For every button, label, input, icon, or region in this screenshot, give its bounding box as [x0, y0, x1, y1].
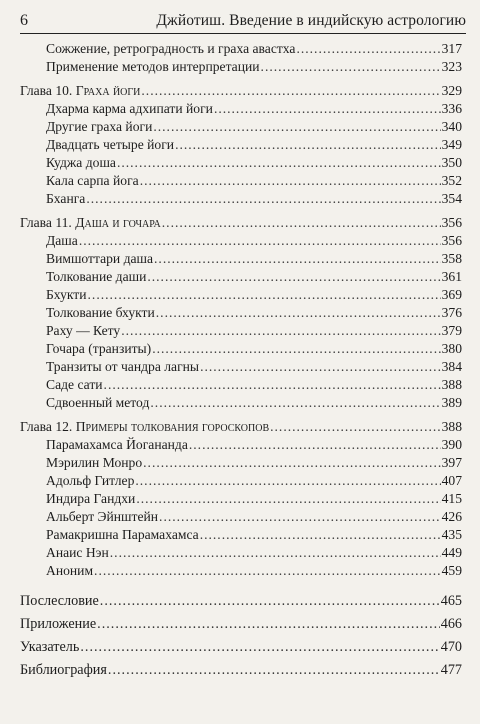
toc-backmatter-item: [0, 659, 480, 682]
dot-leader: [159, 508, 441, 526]
toc-item-label: Толкование бхукти: [46, 305, 155, 320]
toc-page-number: 407: [441, 473, 462, 488]
table-of-contents: [0, 40, 480, 682]
toc-item: [0, 304, 480, 322]
toc-item: [0, 322, 480, 340]
toc-item: [0, 250, 480, 268]
toc-chapter-heading: [0, 214, 480, 232]
toc-page-number: 477: [440, 662, 462, 678]
chapter-title: [20, 418, 269, 436]
toc-item-label: Транзиты от чандра лагны: [46, 359, 200, 374]
toc-page-number: 354: [441, 191, 462, 206]
toc-page-number: 466: [440, 616, 462, 632]
toc-item: [0, 472, 480, 490]
toc-page-number: 361: [441, 269, 462, 284]
toc-item-label: Раху — Кету: [46, 323, 121, 338]
toc-chapter-heading: [0, 418, 480, 436]
toc-item: [0, 358, 480, 376]
toc-page-number: 384: [441, 359, 462, 374]
dot-leader: [261, 58, 441, 76]
toc-chapter-11: [0, 214, 480, 412]
dot-leader: [117, 154, 441, 172]
toc-page-number: 470: [440, 639, 462, 655]
toc-page-number: 340: [441, 119, 462, 134]
dot-leader: [150, 394, 440, 412]
toc-page-number: 389: [441, 395, 462, 410]
toc-page-number: 449: [441, 545, 462, 560]
toc-item-label: Толкование даши: [46, 269, 147, 284]
toc-item-label: Вимшоттари даша: [46, 251, 154, 266]
toc-item-label: Послесловие: [20, 593, 99, 609]
toc-chapter-12: [0, 418, 480, 580]
toc-item-label: Куджа доша: [46, 155, 116, 170]
dot-leader: [136, 490, 440, 508]
toc-item-label: Приложение: [20, 616, 97, 632]
dot-leader: [79, 232, 441, 250]
toc-item-label: Указатель: [20, 639, 80, 655]
dot-leader: [100, 590, 440, 613]
dot-leader: [156, 304, 441, 322]
toc-page-number: 459: [441, 563, 462, 578]
toc-page-number: 349: [441, 137, 462, 152]
toc-page-number: 426: [441, 509, 462, 524]
toc-item-label: Саде сати: [46, 377, 103, 392]
toc-item-label: Двадцать четыре йоги: [46, 137, 175, 152]
dot-leader: [86, 190, 440, 208]
toc-item: [0, 40, 480, 58]
toc-page-number: 356: [441, 215, 462, 230]
chapter-prefix: Глава 10.: [20, 83, 73, 98]
toc-page-number: 352: [441, 173, 462, 188]
toc-page-number: 317: [441, 41, 462, 56]
chapter-prefix: Глава 12.: [20, 419, 73, 434]
dot-leader: [135, 472, 440, 490]
toc-backmatter-item: [0, 636, 480, 659]
toc-item-label: Рамакришна Парамахамса: [46, 527, 199, 542]
toc-item: [0, 190, 480, 208]
dot-leader: [110, 544, 441, 562]
toc-item: [0, 58, 480, 76]
toc-item: [0, 394, 480, 412]
toc-page-number: 369: [441, 287, 462, 302]
toc-page-number: 388: [441, 377, 462, 392]
toc-item-label: Индира Гандхи: [46, 491, 136, 506]
toc-item-label: Анаис Нэн: [46, 545, 109, 560]
toc-item: [0, 340, 480, 358]
toc-page-number: 390: [441, 437, 462, 452]
dot-leader: [143, 454, 440, 472]
chapter-name: Примеры толкования гороскопов: [75, 419, 270, 434]
toc-item-label: Гочара (транзиты): [46, 341, 152, 356]
dot-leader: [162, 214, 441, 232]
dot-leader: [121, 322, 440, 340]
toc-item-label: Бхукти: [46, 287, 87, 302]
toc-item-label: Сожжение, ретроградность и граха авастха: [46, 41, 296, 56]
toc-item: [0, 232, 480, 250]
toc-page-number: 435: [441, 527, 462, 542]
toc-item-label: Сдвоенный метод: [46, 395, 150, 410]
chapter-name: Граха йоги: [75, 83, 141, 98]
toc-chapter-heading: [0, 82, 480, 100]
toc-backmatter: [0, 590, 480, 682]
toc-item: [0, 490, 480, 508]
toc-item-label: Бханга: [46, 191, 86, 206]
toc-page-number: 465: [440, 593, 462, 609]
toc-item: [0, 136, 480, 154]
dot-leader: [214, 100, 441, 118]
toc-item: [0, 562, 480, 580]
toc-item-label: Дхарма карма адхипати йоги: [46, 101, 213, 116]
chapter-prefix: Глава 11.: [20, 215, 72, 230]
dot-leader: [175, 136, 441, 154]
toc-page-number: 329: [441, 83, 462, 98]
toc-item: [0, 268, 480, 286]
toc-item-label: Кала сарпа йога: [46, 173, 139, 188]
toc-item-label: Даша: [46, 233, 78, 248]
chapter-name: Даша и гочара: [75, 215, 161, 230]
dot-leader: [80, 636, 439, 659]
toc-item-label: Парамахамса Йогананда: [46, 437, 188, 452]
dot-leader: [189, 436, 441, 454]
toc-item: [0, 100, 480, 118]
dot-leader: [147, 268, 440, 286]
toc-backmatter-item: [0, 613, 480, 636]
toc-page-number: 350: [441, 155, 462, 170]
running-title: Джйотиш. Введение в индийскую астрологию: [156, 12, 466, 29]
toc-item: [0, 154, 480, 172]
toc-item-label: Применение методов интерпретации: [46, 59, 260, 74]
dot-leader: [270, 418, 440, 436]
dot-leader: [200, 358, 441, 376]
page-number: 6: [20, 12, 28, 29]
dot-leader: [140, 172, 441, 190]
dot-leader: [104, 376, 441, 394]
toc-item: [0, 172, 480, 190]
toc-page-number: 336: [441, 101, 462, 116]
chapter-title: [20, 82, 140, 100]
toc-item: [0, 118, 480, 136]
dot-leader: [200, 526, 441, 544]
dot-leader: [153, 118, 440, 136]
toc-chapter-10: [0, 82, 480, 208]
toc-item: [0, 526, 480, 544]
dot-leader: [296, 40, 440, 58]
toc-page-number: 358: [441, 251, 462, 266]
toc-page-number: 397: [441, 455, 462, 470]
toc-page-number: 380: [441, 341, 462, 356]
toc-page-number: 388: [441, 419, 462, 434]
toc-backmatter-item: [0, 590, 480, 613]
toc-item-label: Аноним: [46, 563, 94, 578]
toc-item-label: Библиография: [20, 662, 107, 678]
toc-item-label: Адольф Гитлер: [46, 473, 135, 488]
dot-leader: [94, 562, 441, 580]
toc-page-number: 323: [441, 59, 462, 74]
toc-page-number: 376: [441, 305, 462, 320]
toc-item: [0, 508, 480, 526]
toc-section-pre: [0, 40, 480, 76]
running-header: [20, 4, 466, 34]
toc-item: [0, 436, 480, 454]
dot-leader: [154, 250, 441, 268]
toc-item: [0, 544, 480, 562]
dot-leader: [97, 613, 440, 636]
dot-leader: [108, 659, 440, 682]
toc-item-label: Альберт Эйнштейн: [46, 509, 159, 524]
chapter-title: [20, 214, 161, 232]
toc-page-number: 356: [441, 233, 462, 248]
dot-leader: [141, 82, 440, 100]
toc-item: [0, 286, 480, 304]
dot-leader: [88, 286, 441, 304]
toc-item: [0, 454, 480, 472]
toc-page-number: 379: [441, 323, 462, 338]
dot-leader: [152, 340, 440, 358]
toc-item-label: Другие граха йоги: [46, 119, 153, 134]
toc-page-number: 415: [441, 491, 462, 506]
toc-item-label: Мэрилин Монро: [46, 455, 143, 470]
toc-item: [0, 376, 480, 394]
